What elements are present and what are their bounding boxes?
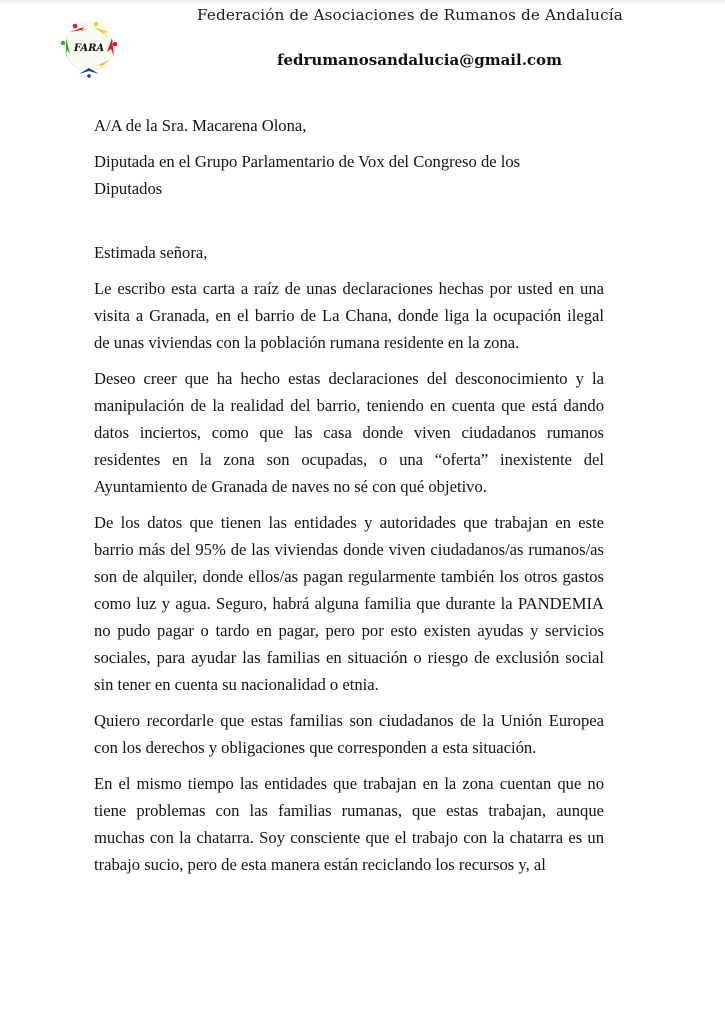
paragraph-line: En el mismo tiempo las entidades que trabajan en la zona cuentan que no	[94, 774, 604, 793]
paragraph-line: barrio más del 95% de las viviendas donde viven ciudadanos/as rumanos/as	[94, 540, 604, 559]
paragraph-line: no pudo pagar o tardo en pagar, pero por esto existen ayudas y servicios	[94, 621, 604, 640]
scan-edge	[0, 0, 725, 4]
paragraph-line: de unas viviendas con la población rumana residente en la zona.	[94, 333, 520, 352]
fara-logo	[54, 16, 124, 78]
paragraph	[94, 770, 604, 878]
paragraph-line: visita a Granada, en el barrio de La Chana, donde liga la ocupación ilegal	[94, 306, 604, 325]
paragraph-line: trabajo sucio, pero de esta manera están reciclando los recursos y, al	[94, 855, 546, 874]
paragraph-line: Quiero recordarle que estas familias son ciudadanos de la Unión Europea	[94, 711, 604, 730]
paragraph-line: tiene problemas con las familias rumanas, que estas trabajan, aunque	[94, 801, 604, 820]
paragraph-line: manipulación de la realidad del barrio, teniendo en cuenta que está dando	[94, 396, 604, 415]
paragraph-line: Deseo creer que ha hecho estas declaraciones del desconocimiento y la	[94, 369, 604, 388]
letter-body	[94, 112, 604, 878]
paragraph	[94, 509, 604, 698]
paragraph-line: sin tener en cuenta su nacionalidad o etnia.	[94, 675, 379, 694]
salutation: Estimada señora,	[94, 243, 208, 262]
paragraph	[94, 707, 604, 761]
paragraph-line: con los derechos y obligaciones que corresponden a esta situación.	[94, 738, 537, 757]
paragraph-line: Le escribo esta carta a raíz de unas declaraciones hechas por usted en una	[94, 279, 604, 298]
paragraph-line: son de alquiler, donde ellos/as pagan regularmente también los otros gastos	[94, 567, 604, 586]
svg-text:FARA: FARA	[73, 43, 105, 54]
paragraph	[94, 275, 604, 356]
paragraph-line: como luz y agua. Seguro, habrá alguna familia que durante la PANDEMIA	[94, 594, 604, 613]
paragraph-line: sociales, para ayudar las familias en situación o riesgo de exclusión social	[94, 648, 604, 667]
recipient-position-line: Diputada en el Grupo Parlamentario de Vox del Congreso de los	[94, 152, 521, 171]
paragraph-line: datos inciertos, como que las casa donde viven ciudadanos rumanos	[94, 423, 604, 442]
organization-name: Federación de Asociaciones de Rumanos de Andalucía	[197, 6, 623, 24]
paragraph-line: De los datos que tienen las entidades y autoridades que trabajan en este	[94, 513, 604, 532]
paragraph-line: muchas con la chatarra. Soy consciente que el trabajo con la chatarra es un	[94, 828, 604, 847]
recipient-position-line: Diputados	[94, 179, 163, 198]
paragraph-line: Ayuntamiento de Granada de naves no sé con qué objetivo.	[94, 477, 487, 496]
paragraph-line: residentes en la zona son ocupadas, o una “oferta” inexistente del	[94, 450, 604, 469]
organization-email: fedrumanosandalucia@gmail.com	[277, 51, 562, 69]
paragraph	[94, 365, 604, 500]
recipient-attention: A/A de la Sra. Macarena Olona,	[94, 116, 307, 135]
